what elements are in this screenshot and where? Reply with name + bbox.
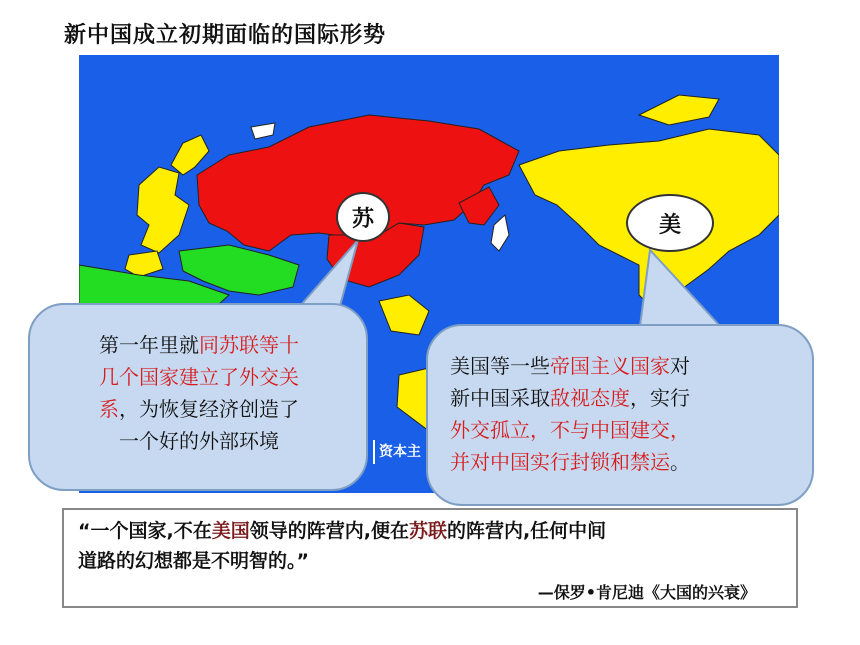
left-line2-highlight: 几个国家建立了外交关 [99,365,299,389]
right-bubble-tail [640,250,720,326]
right-line2-tail: ，实行 [630,386,690,410]
quote-su: 苏联 [408,520,447,542]
right-speech-bubble [426,324,814,506]
left-line1-highlight: 同苏联等十 [199,333,299,357]
left-line1-text: 第一年里就 [99,333,199,357]
left-line3-text: ，为恢复经济创造了 [119,397,299,421]
left-bubble-tail [300,240,358,306]
right-line2-text: 新中国采取 [450,386,550,410]
right-line1-highlight: 帝国主义国家 [550,354,670,378]
right-line3-highlight: 外交孤立，不与中国建交， [450,418,690,442]
soviet-union-label: 苏 [336,192,390,242]
quote-source: —保罗•肯尼迪《大国的兴衰》 [537,583,756,602]
quote-part-3: 的阵营内,任何中间 [446,520,607,542]
united-states-label: 美 [626,194,714,252]
quote-part-2: 领导的阵营内,便在 [249,520,409,542]
left-line4-text: 一个好的外部环境 [119,429,279,453]
quote-us: 美国 [211,520,250,542]
left-speech-bubble [28,303,368,491]
left-line3-highlight: 系 [99,397,119,421]
quote-line-2: 道路的幻想都是不明智的。” [78,550,309,572]
quote-line-1 [78,516,784,546]
right-line4-tail: 。 [670,450,690,474]
right-line1-text: 美国等一些 [450,354,550,378]
right-line4-highlight: 并对中国实行封锁和禁运 [450,450,670,474]
right-line2-highlight: 敌视态度 [550,386,630,410]
quote-part-1: “一个国家,不在 [78,520,212,542]
quote-box [62,508,798,608]
map-legend-fragment: 资本主 [373,440,439,464]
right-line1-tail: 对 [670,354,690,378]
page-title: 新中国成立初期面临的国际形势 [64,23,387,48]
